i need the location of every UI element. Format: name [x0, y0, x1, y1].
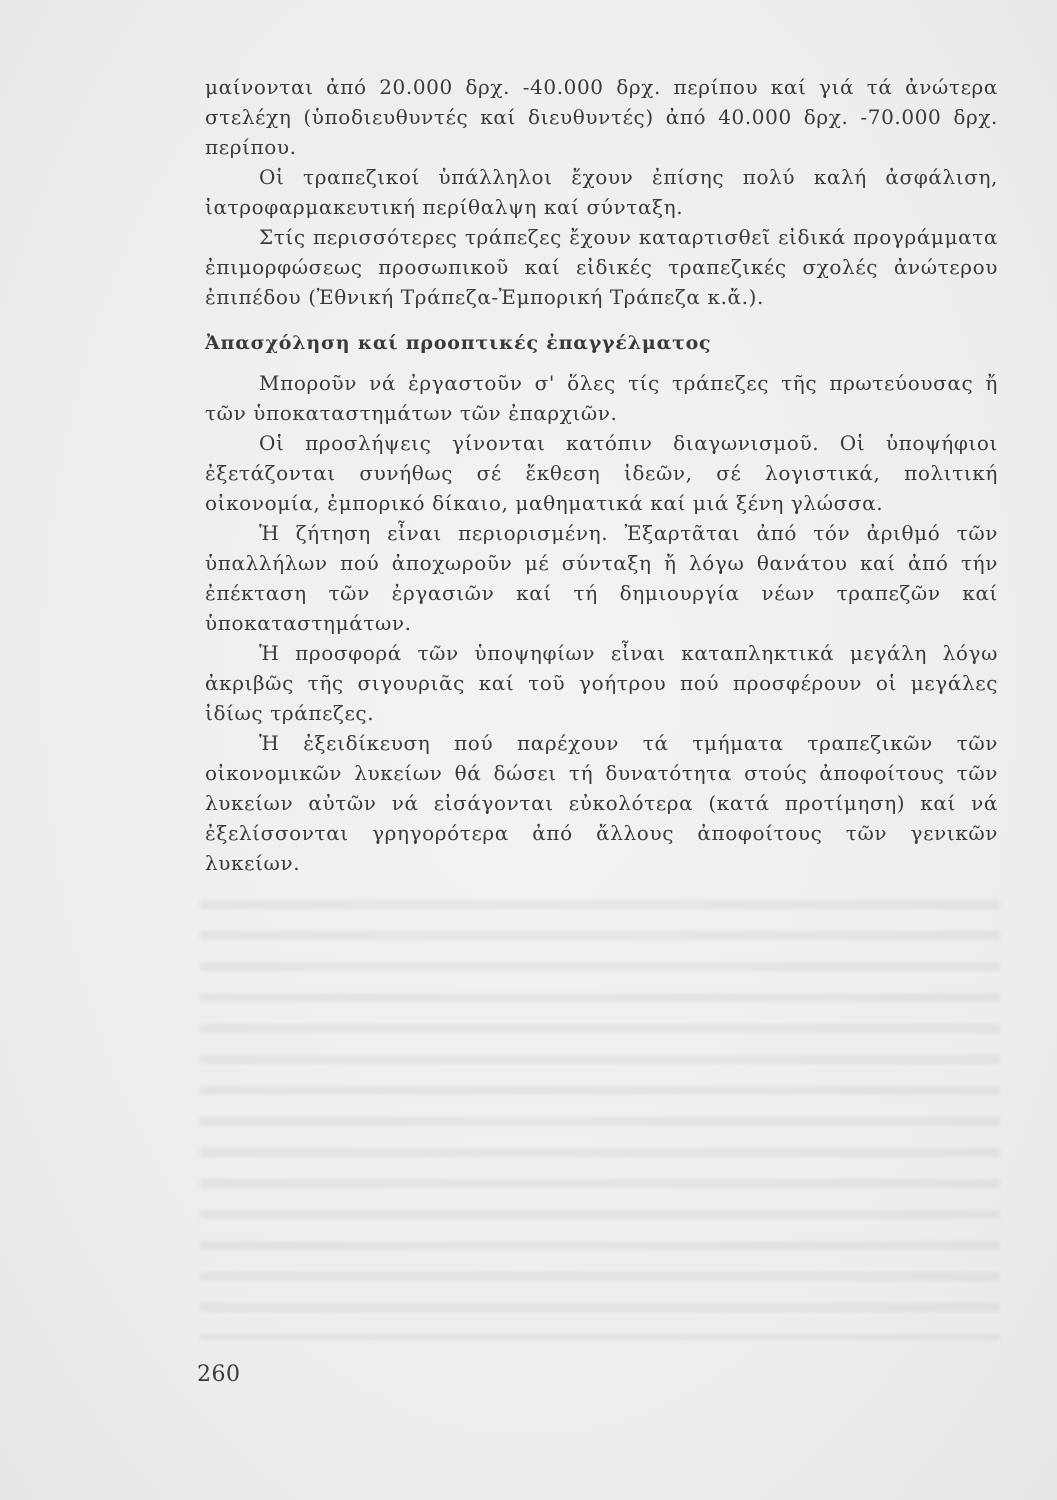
- page-number: 260: [197, 1362, 241, 1387]
- bleed-through-texture: [200, 900, 1000, 1340]
- paragraph-continuation: μαίνονται ἀπό 20.000 δρχ. -40.000 δρχ. περίπου καί γιά τά ἀνώτερα στελέχη (ὑποδιευθυντές καί διευθυντές) ἀπό 40.000 δρχ. -70.000 δρχ. περίπου.: [205, 75, 998, 159]
- section-heading: Ἀπασχόληση καί προοπτικές ἐπαγγέλματος: [205, 332, 712, 354]
- paragraph-employment: Μποροῦν νά ἐργαστοῦν σ' ὅλες τίς τράπεζες τῆς πρωτεύουσας ἤ τῶν ὑποκαταστημάτων τῶν ἐπαρχιῶν.: [205, 371, 998, 425]
- paragraph-supply: Ἡ προσφορά τῶν ὑποψηφίων εἶναι καταπληκτικά μεγάλη λόγω ἀκριβῶς τῆς σιγουριᾶς καί τοῦ γοήτρου πού προσφέρουν οἱ μεγάλες ἰδίως τράπεζες.: [205, 641, 998, 725]
- paragraph-specialization: Ἡ ἐξειδίκευση πού παρέχουν τά τμήματα τραπεζικῶν τῶν οἰκονομικῶν λυκείων θά δώσει τή δυνατότητα στούς ἀποφοίτους τῶν λυκείων αὐτῶν νά εἰσάγονται εὐκολότερα (κατά προτίμηση) καί νά ἐξελίσσονται γρηγορότερα ἀπό ἄλλους ἀποφοίτους τῶν γενικῶν λυκείων.: [205, 731, 998, 875]
- paragraph-demand: Ἡ ζήτηση εἶναι περιορισμένη. Ἐξαρτᾶται ἀπό τόν ἀριθμό τῶν ὑπαλλήλων πού ἀποχωροῦν μέ σύνταξη ἤ λόγω θανάτου καί ἀπό τήν ἐπέκταση τῶν ἐργασιῶν καί τή δημιουργία νέων τραπεζῶν καί ὑποκαταστημάτων.: [205, 521, 998, 635]
- paragraph-insurance: Οἱ τραπεζικοί ὑπάλληλοι ἔχουν ἐπίσης πολύ καλή ἀσφάλιση, ἰατροφαρμακευτική περίθαλψη καί σύνταξη.: [205, 165, 998, 219]
- paragraph-hiring: Οἱ προσλήψεις γίνονται κατόπιν διαγωνισμοῦ. Οἱ ὑποψήφιοι ἐξετάζονται συνήθως σέ ἔκθεση ἰδεῶν, σέ λογιστικά, πολιτική οἰκονομία, ἐμπορικό δίκαιο, μαθηματικά καί μιά ξένη γλώσσα.: [205, 431, 998, 515]
- paragraph-training: Στίς περισσότερες τράπεζες ἔχουν καταρτισθεῖ εἰδικά προγράμματα ἐπιμορφώσεως προσωπικοῦ καί εἰδικές τραπεζικές σχολές ἀνώτερου ἐπιπέδου (Ἐθνική Τράπεζα-Ἐμπορική Τράπεζα κ.ἄ.).: [205, 225, 998, 309]
- body-text: [205, 72, 998, 878]
